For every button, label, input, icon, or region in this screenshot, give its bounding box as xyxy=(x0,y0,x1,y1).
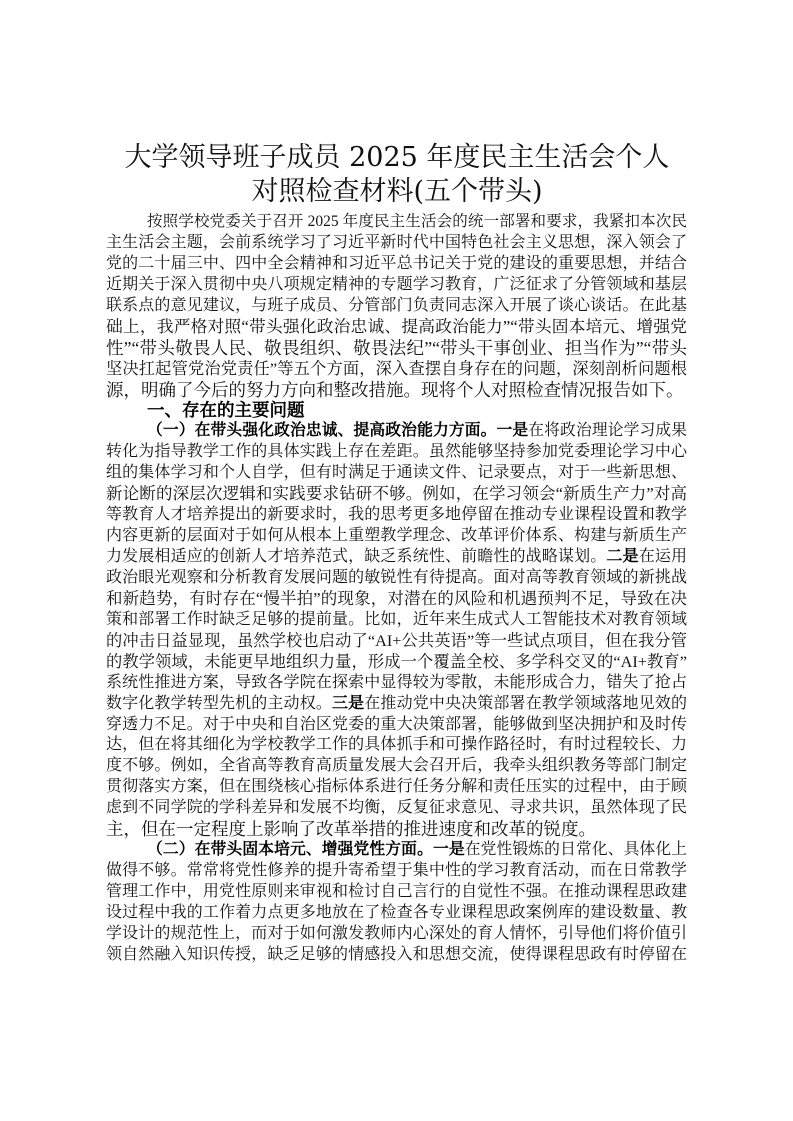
point-label: 一是 xyxy=(496,422,529,440)
document-body xyxy=(106,212,687,966)
line-text: 在党性锻炼的日常化、具体化上 xyxy=(464,841,687,859)
subsection-heading: （一）在带头强化政治忠诚、提高政治能力方面。 xyxy=(147,422,497,440)
paragraph-line: 党的二十届三中、四中全会精神和习近平总书记关于党的建设的重要思想，并结合 xyxy=(106,254,687,272)
paragraph-line: 按照学校党委关于召开 2025 年度民主生活会的统一部署和要求，我紧扣本次民 xyxy=(147,213,687,230)
document-title-line-2: 对照检查材料(五个带头) xyxy=(251,176,543,207)
paragraph-line: 度不够。例如，全省高等教育高质量发展大会召开后，我牵头组织教务等部门制定 xyxy=(106,757,687,775)
paragraph-line: 设过程中我的工作着力点更多地放在了检查各专业课程思政案例库的建设数量、教 xyxy=(106,903,687,921)
point-label: 一是 xyxy=(432,841,465,859)
point-label: 三是 xyxy=(331,694,365,712)
paragraph-line: 管理工作中，用党性原则来审视和检讨自己言行的自觉性不强。在推动课程思政建 xyxy=(106,883,687,900)
paragraph-line: 的教学领域，未能更早地组织力量，形成一个覆盖全校、多学科交叉的“AI+教育” xyxy=(106,652,687,671)
paragraph-line: 内容更新的层面对于如何从根本上重塑教学理念、改革评价体系、构建与新质生产 xyxy=(106,527,687,545)
paragraph-line: 达，但在将其细化为学校教学工作的具体抓手和可操作路径时，有时过程较长、力 xyxy=(106,736,687,754)
paragraph-line: 虑到不同学院的学科差异和发展不均衡，反复征求意见、寻求共识，虽然体现了民 xyxy=(106,799,687,817)
point-label: 二是 xyxy=(606,548,639,565)
document-title-line-1: 大学领导班子成员 2025 年度民主生活会个人 xyxy=(124,142,670,173)
paragraph-line: 主生活会主题，会前系统学习了习近平新时代中国特色社会主义思想，深入领会了 xyxy=(106,233,687,251)
paragraph-line: 系统性推进方案，导致各学院在探索中显得较为零散，未能形成合力，错失了抢占 xyxy=(106,673,687,691)
paragraph-line: 穿透力不足。对于中央和自治区党委的重大决策部署，能够做到坚决拥护和及时传 xyxy=(106,715,687,733)
subsection-heading: （二）在带头固本培元、增强党性方面。 xyxy=(147,841,433,859)
paragraph-line: 联系点的意见建议，与班子成员、分管部门负责同志深入开展了谈心谈话。在此基 xyxy=(106,296,687,314)
paragraph-line: 贯彻落实方案，但在围绕核心指标体系进行任务分解和责任压实的过程中，由于顾 xyxy=(106,778,687,796)
paragraph-line: 政治眼光观察和分析教育发展问题的敏锐性有待提高。面对高等教育领域的新挑战 xyxy=(106,568,687,586)
paragraph-line: 新论断的深层次逻辑和实践要求钻研不够。例如，在学习领会“新质生产力”对高 xyxy=(106,484,687,504)
paragraph-line: 组的集体学习和个人自学，但有时满足于通读文件、记录要点，对于一些新思想、 xyxy=(106,464,687,482)
section-heading: 一、存在的主要问题 xyxy=(147,400,305,421)
line-text: 数字化教学转型先机的主动权。 xyxy=(106,694,332,712)
paragraph-line: 坚决扛起管党治党责任”等五个方面，深入查摆自身存在的问题，深刻剖析问题根 xyxy=(106,359,687,378)
section-2-paragraph xyxy=(106,840,687,966)
paragraph-line xyxy=(106,694,687,715)
paragraph-line xyxy=(106,840,687,861)
paragraph-line: 近期关于深入贯彻中央八项规定精神的专题学习教育，广泛征求了分管领域和基层 xyxy=(106,275,687,293)
paragraph-line: 策和部署工作时缺乏足够的提前量。比如，近年来生成式人工智能技术对教育领域 xyxy=(106,610,687,628)
paragraph-line: 等教育人才培养提出的新要求时，我的思考更多地停留在推动专业课程设置和教学 xyxy=(106,506,687,524)
paragraph-line xyxy=(106,547,687,568)
paragraph-line: 做得不够。常常将党性修养的提升寄希望于集中性的学习教育活动，而在日常教学 xyxy=(106,862,687,880)
line-text: 力发展相适应的创新人才培养范式，缺乏系统性、前瞻性的战略谋划。 xyxy=(106,548,607,565)
paragraph-line: 性”“带头敬畏人民、敬畏组织、敬畏法纪”“带头干事创业、担当作为”“带头 xyxy=(106,337,687,358)
paragraph-line: 源，明确了今后的努力方向和整改措施。现将个人对照检查情况报告如下。 xyxy=(106,379,684,400)
paragraph-line: 学设计的规范性上，而对于如何激发教师内心深处的育人情怀，引导他们将价值引 xyxy=(106,924,687,942)
paragraph-line: 和新趋势，有时存在“慢半拍”的现象，对潜在的风险和机遇预判不足，导致在决 xyxy=(106,588,687,608)
paragraph-line: 础上，我严格对照“带头强化政治忠诚、提高政治能力”“带头固本培元、增强党 xyxy=(106,316,687,336)
line-text: 在将政治理论学习成果 xyxy=(528,422,687,440)
paragraph-line: 主，但在一定程度上影响了改革举措的推进速度和改革的锐度。 xyxy=(106,819,596,840)
line-text: 在运用 xyxy=(638,548,687,565)
paragraph-line: 领自然融入知识传授，缺乏足够的情感投入和思想交流，使得课程思政有时停留在 xyxy=(106,945,687,963)
paragraph-line xyxy=(106,421,687,442)
line-text: 在推动党中央决策部署在教学领域落地见效的 xyxy=(364,694,687,712)
intro-paragraph xyxy=(106,212,687,400)
paragraph-line: 转化为指导教学工作的具体实践上存在差距。虽然能够坚持参加党委理论学习中心 xyxy=(106,443,687,461)
section-1-paragraph xyxy=(106,421,687,840)
paragraph-line: 的冲击日益显现，虽然学校也启动了“AI+公共英语”等一些试点项目，但在我分管 xyxy=(106,631,687,650)
